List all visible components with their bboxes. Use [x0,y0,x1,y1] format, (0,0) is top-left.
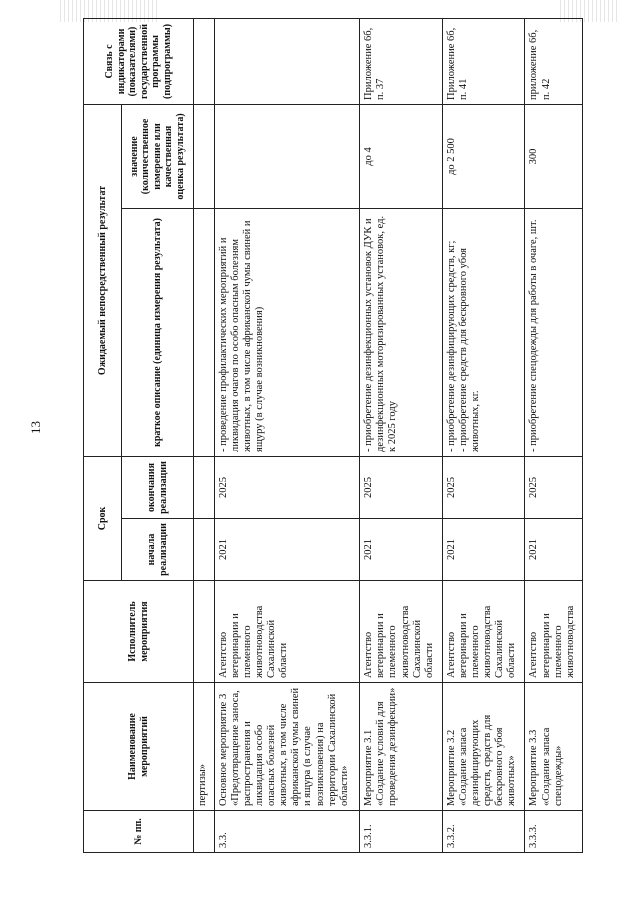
row-num: 3.3.1. [360,811,443,853]
row-name: Основное мероприятие 3 «Предотвращение заноса, распространения и ликвидация особо опасных болезней животных, в том числе африканской чумы свиней и ящура (в случае возникновения) на территории Сахалинской области» [215,683,360,811]
row-name: Мероприятие 3.1 «Создание условий для проведения дезинфекции» [360,683,443,811]
table-row [525,18,583,852]
header-expected-desc: краткое описание (единица измерения результата) [122,208,194,456]
header-expected: Ожидаемый непосредственный результат [84,104,122,456]
row-value: до 4 [360,104,443,208]
header-executor: Исполнитель мероприятия [84,581,194,683]
events-table [83,18,583,853]
row-desc: - приобретение спецодежды для работы в очаге, шт. [525,208,583,456]
header-name: Наименование мероприятий [84,683,194,811]
row-end: 2025 [442,456,525,518]
row-desc: - приобретение дезинфицирующих средств, кг; - приобретение средств для бескровного убоя животных, кг. [442,208,525,456]
row-num: 3.3.3. [525,811,583,853]
row-desc: - проведение профилактических мероприятий и ликвидация очагов по особо опасным болезням животных, в том числе африканской чумы свиней и ящуру (в случае возникновения) [215,208,360,456]
row-name: Мероприятие 3.3 «Создание запаса спецодежды» [525,683,583,811]
row-num: 3.3.2. [442,811,525,853]
row-name: Мероприятие 3.2 «Создание запаса дезинфицирующих средств, средств для бескровного убоя животных» [442,683,525,811]
header-link: Связь с индикаторами (показателями) государственной программы (подпрограммы) [84,18,194,104]
row-start: 2021 [215,519,360,581]
page-number: 13 [28,421,43,434]
row-executor: Агентство ветеринарии и племенного животноводства [525,581,583,683]
row-start: 2021 [525,519,583,581]
row-end: 2025 [215,456,360,518]
row-executor: Агентство ветеринарии и племенного животноводства Сахалинской области [215,581,360,683]
row-executor: Агентство ветеринарии и племенного животноводства Сахалинской области [442,581,525,683]
row-end: 2025 [525,456,583,518]
row-link [215,18,360,104]
row-executor: Агентство ветеринарии и племенного животноводства Сахалинской области [360,581,443,683]
row-link: Приложение 6б, п. 37 [360,18,443,104]
header-expected-value: значение (количественное измерение или качественная оценка результата) [122,104,194,208]
header-term-end: окончания реализации [122,456,194,518]
row-desc: - приобретение дезинфекционных установок ДУК и дезинфекционных моторизированных установок, ед. к 2025 году [360,208,443,456]
row-end: 2025 [360,456,443,518]
row-start: 2021 [442,519,525,581]
row-num: 3.3. [215,811,360,853]
rotated-table-container [83,19,583,853]
row-value [215,104,360,208]
row-start: 2021 [360,519,443,581]
row-value: до 2 500 [442,104,525,208]
row-link: Приложение 6б, п. 41 [442,18,525,104]
row-value: 300 [525,104,583,208]
table-row [360,18,443,852]
table-row [215,18,360,852]
header-term: Срок [84,456,122,580]
table-row [442,18,525,852]
header-term-start: начала реализации [122,519,194,581]
table-row-continuation [194,18,215,852]
continuation-name: пертизы» [194,683,215,811]
header-num: № пп. [84,811,194,853]
row-link: приложение 6б, п. 42 [525,18,583,104]
